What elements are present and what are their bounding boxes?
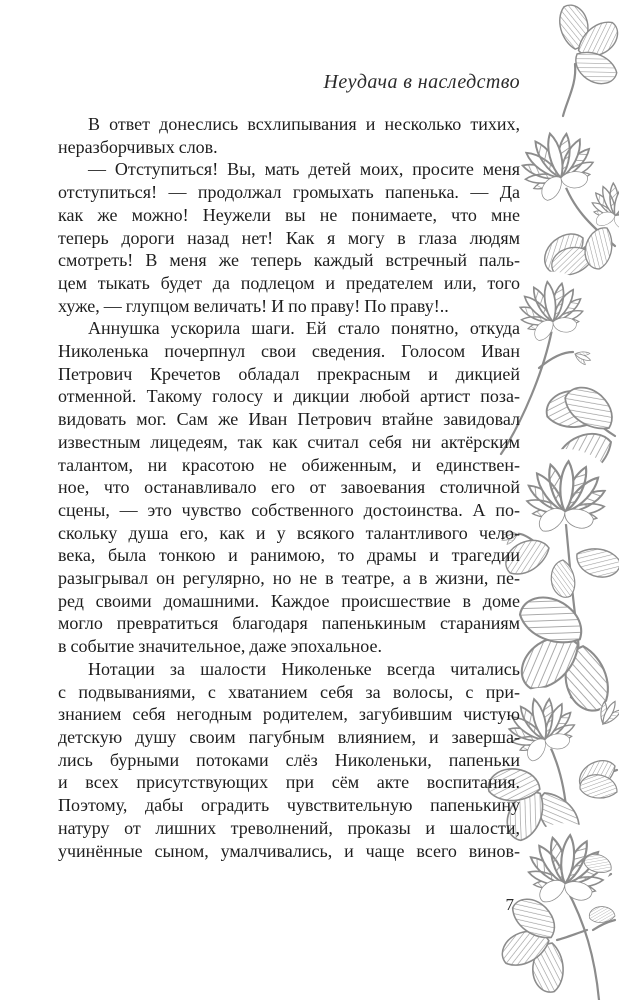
text-line: смотреть! В меня же теперь каждый встречный паль- [58, 250, 520, 271]
text-line: талантом, ни красотою не обиженным, и единствен- [58, 454, 520, 475]
text-line: лись бурными потоками слёз Николеньки, папеньки [58, 749, 520, 770]
text-line: натуру от лишних треволнений, проказы и шалости, [58, 817, 520, 838]
text-line: Петрович Кречетов обладал прекрасным и дикцией [58, 363, 520, 384]
text-line: могло превратиться благодаря папенькиным стараниям [58, 613, 520, 634]
text-line: известным лицедеям, так как считал себя ни актёрским [58, 431, 520, 452]
text-line: видовать мог. Сам же Иван Петрович втайне завидовал [58, 409, 520, 430]
text-line: века, была тонкою и ранимою, то драмы и трагедии [58, 545, 520, 566]
text-line: в событие значительное, даже эпохальное. [58, 636, 383, 657]
text-line: детскую душу своим пагубным влиянием, и заверша- [58, 726, 520, 747]
text-line: ред своими домашними. Каждое происшествие в доме [58, 590, 520, 611]
text-line: Нотации за шалости Николеньке всегда читались [88, 658, 520, 679]
text-line: В ответ донеслись всхлипывания и несколько тихих, [88, 114, 520, 134]
paragraph [58, 113, 520, 158]
running-header: Неудача в наследство [323, 71, 520, 93]
text-line: с подвываниями, с хватанием себя за волосы, с при- [58, 681, 520, 702]
text-line: Николенька почерпнул свои сведения. Голосом Иван [58, 341, 520, 362]
text-line: отступиться! — продолжал громыхать папенька. — Да [58, 182, 520, 203]
text-line: — Отступиться! Вы, мать детей моих, просите меня [88, 159, 520, 180]
text-line: разыгрывал он регулярно, но не в театре, а в жизни, пе- [58, 568, 520, 589]
text-column [58, 113, 520, 862]
text-line: теперь дороги назад нет! Как я могу в глаза людям [58, 227, 520, 248]
text-line: отменной. Такому голосу и дикции любой артист поза- [58, 386, 520, 407]
text-line: Поэтому, дабы оградить чувствительную папенькину [58, 795, 520, 816]
text-line: неразборчивых слов. [58, 136, 218, 157]
text-line: сцены, — это чувство собственного достоинства. А по- [58, 499, 520, 520]
text-line: хуже, — глупцом величать! И по праву! По праву!.. [58, 295, 449, 316]
text-line: учинённые сыном, умалчивались, и чаще всего винов- [58, 840, 520, 861]
text-line: ное, что останавливало его от завоевания столичной [58, 477, 520, 498]
text-line: Аннушка ускорила шаги. Ей стало понятно, откуда [88, 318, 520, 339]
paragraph [58, 658, 520, 862]
text-line: и всех присутствующих при сём акте воспитания. [58, 772, 520, 793]
text-line: знанием себя негодным родителем, загубившим чистую [58, 704, 520, 725]
text-line: скольку душа его, как и у всякого талантливого чело- [58, 522, 520, 543]
paragraph [58, 158, 520, 317]
text-line: как же можно! Неужели вы не понимаете, что мне [58, 204, 520, 225]
text-line: цем тыкать будет да подлецом и предателем или, того [58, 272, 520, 293]
paragraph [58, 317, 520, 658]
page-number: 7 [505, 895, 514, 914]
